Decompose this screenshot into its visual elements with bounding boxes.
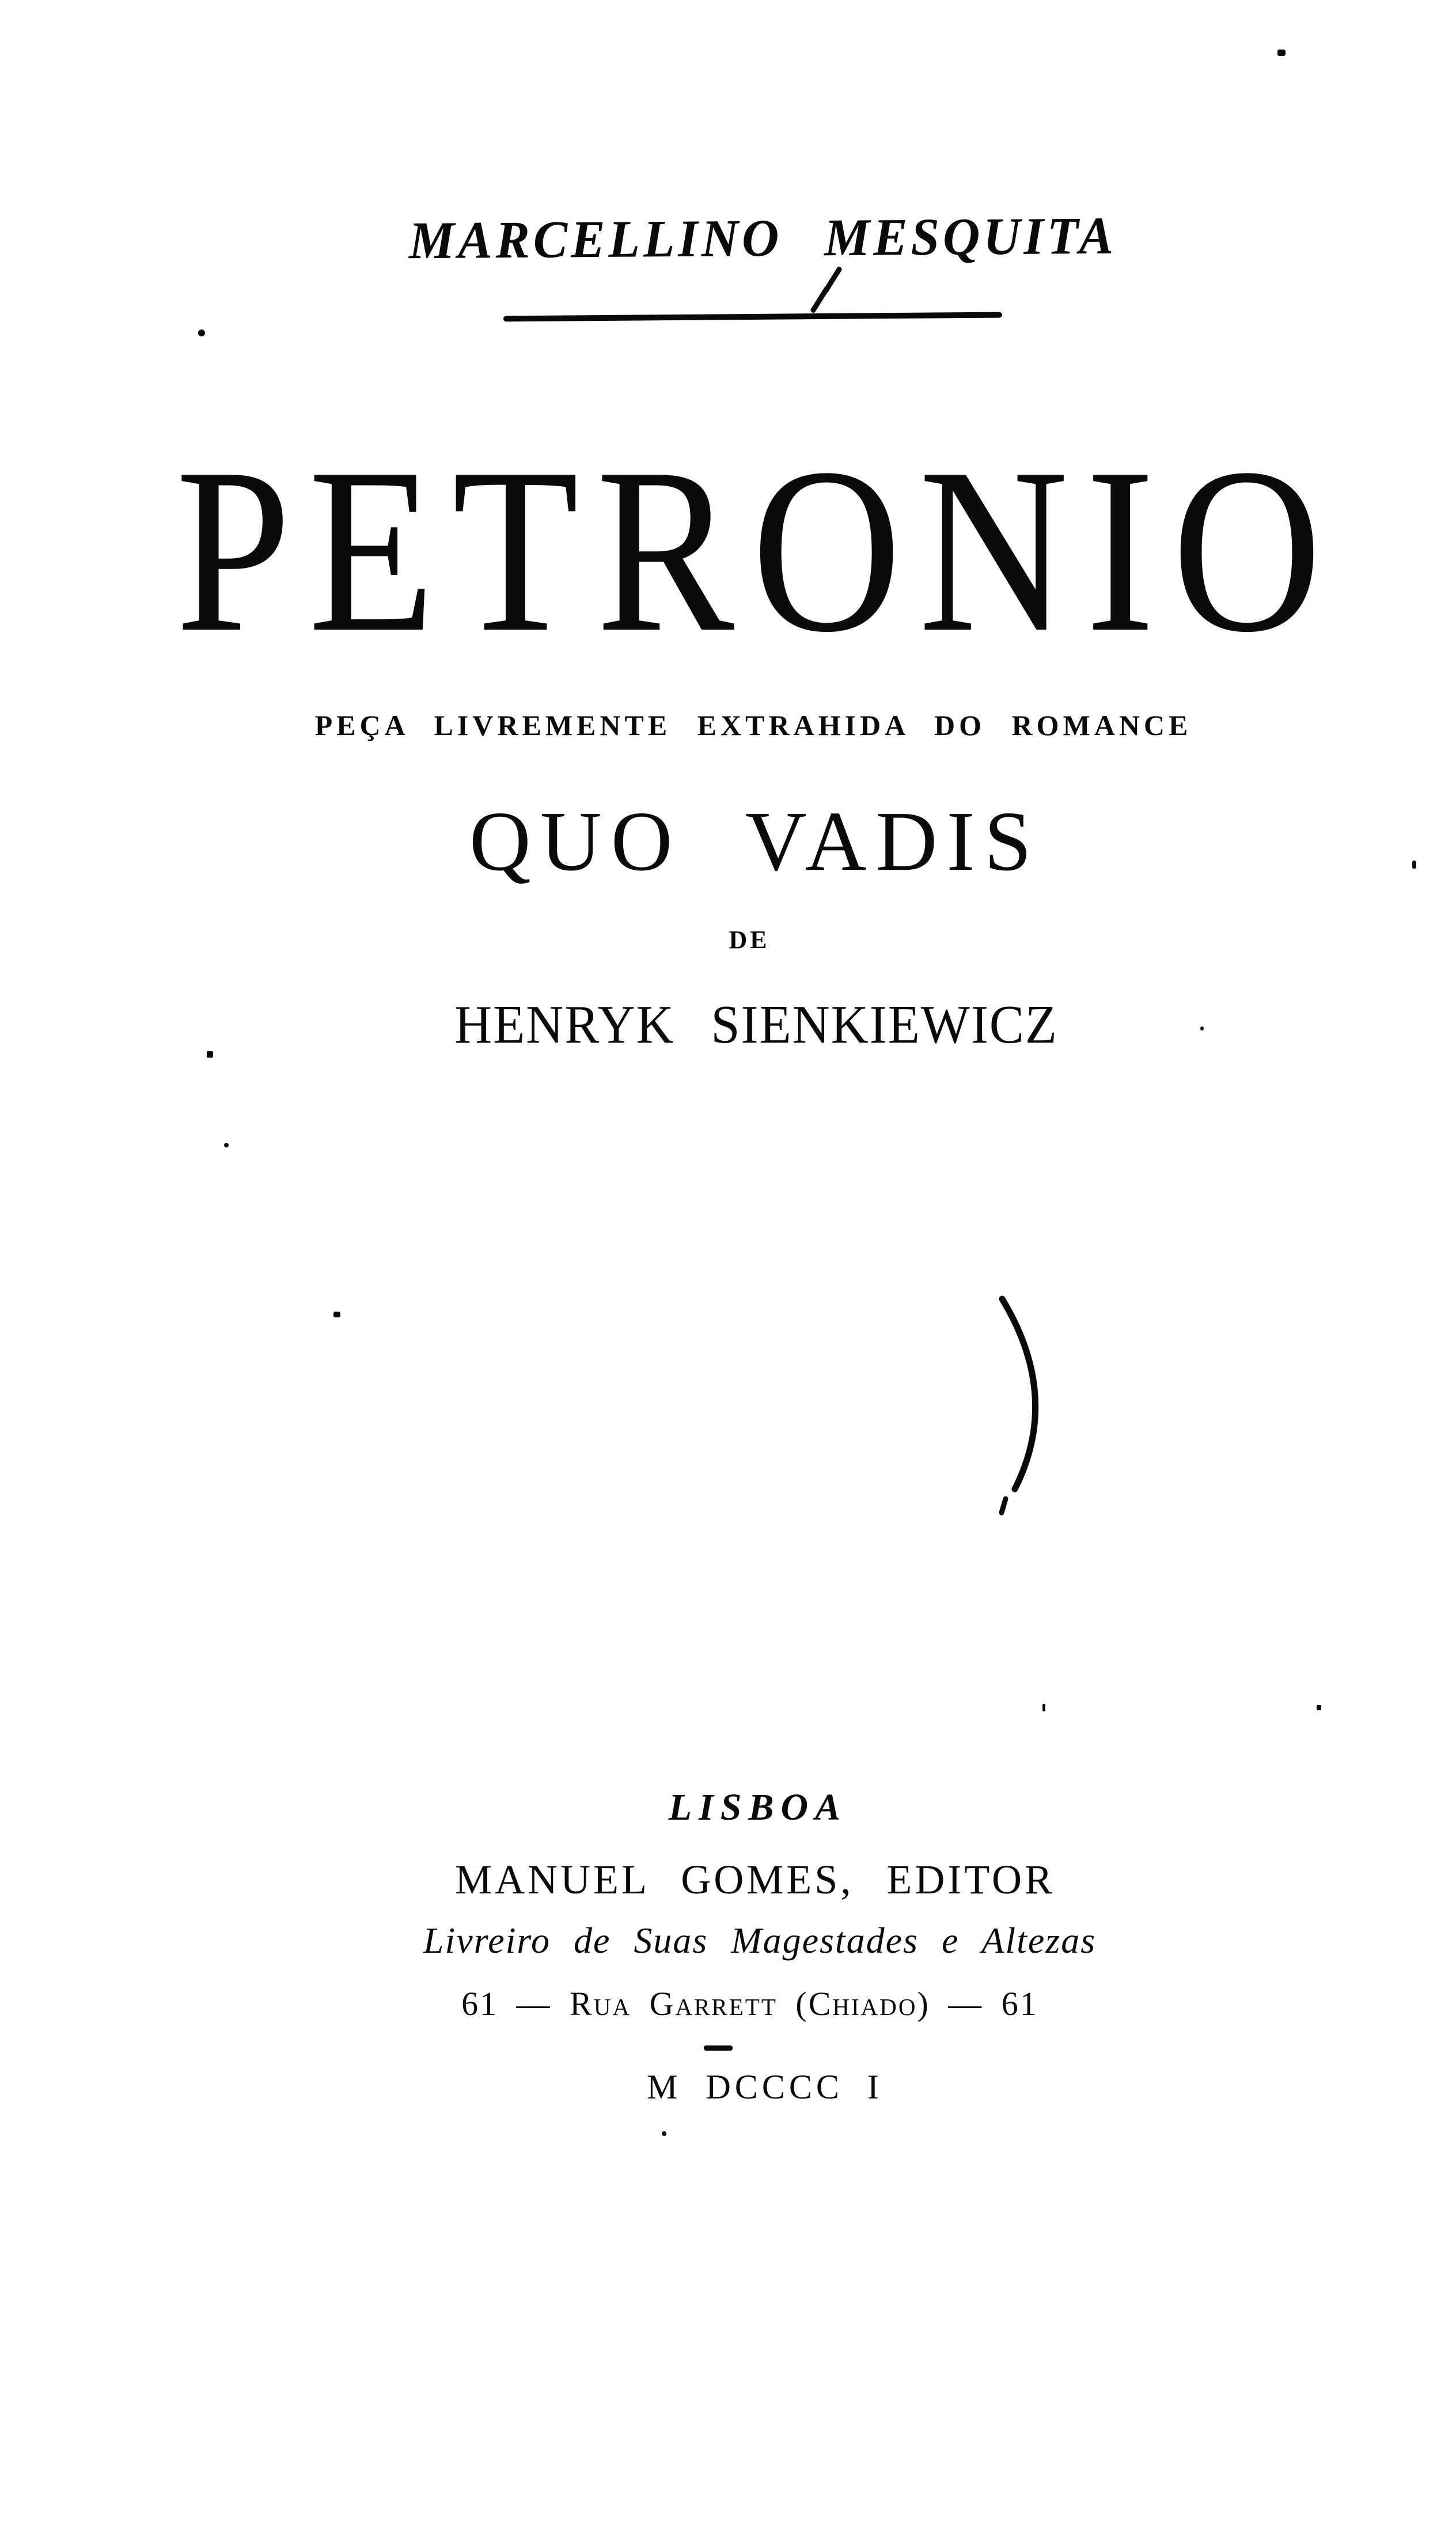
source-work-title: QUO VADIS — [469, 794, 1041, 889]
ink-speck — [333, 1312, 340, 1317]
subtitle: PEÇA LIVREMENTE EXTRAHIDA DO ROMANCE — [314, 709, 1192, 741]
ink-speck — [1317, 1705, 1321, 1710]
ink-speck — [1412, 861, 1416, 869]
imprint-divider-dash — [704, 2045, 733, 2051]
publisher-title: Livreiro de Suas Magestades e Altezas — [423, 1920, 1097, 1961]
ink-speck — [198, 329, 205, 336]
ink-speck — [1042, 1704, 1045, 1711]
author-underline-rule — [503, 312, 1002, 322]
ink-speck — [207, 1051, 213, 1058]
imprint-city: LISBOA — [668, 1786, 848, 1828]
source-author-name: HENRYK SIENKIEWICZ — [454, 995, 1058, 1055]
ink-speck — [224, 1143, 229, 1147]
ink-speck — [1277, 50, 1286, 56]
flourish-slash-icon — [810, 286, 830, 314]
book-title: PETRONIO — [176, 419, 1339, 681]
publisher-name: MANUEL GOMES, EDITOR — [455, 1857, 1055, 1903]
ink-speck — [1200, 1026, 1204, 1031]
bracket-arc-mark — [979, 1290, 1083, 1532]
author-name: MARCELLINO MESQUITA — [408, 206, 1117, 270]
publication-year-roman: M DCCCC I — [647, 2068, 883, 2106]
publisher-address: 61 — Rua Garrett (Chiado) — 61 — [461, 1985, 1038, 2022]
connector-de: DE — [729, 926, 770, 954]
ink-speck — [662, 2131, 666, 2136]
